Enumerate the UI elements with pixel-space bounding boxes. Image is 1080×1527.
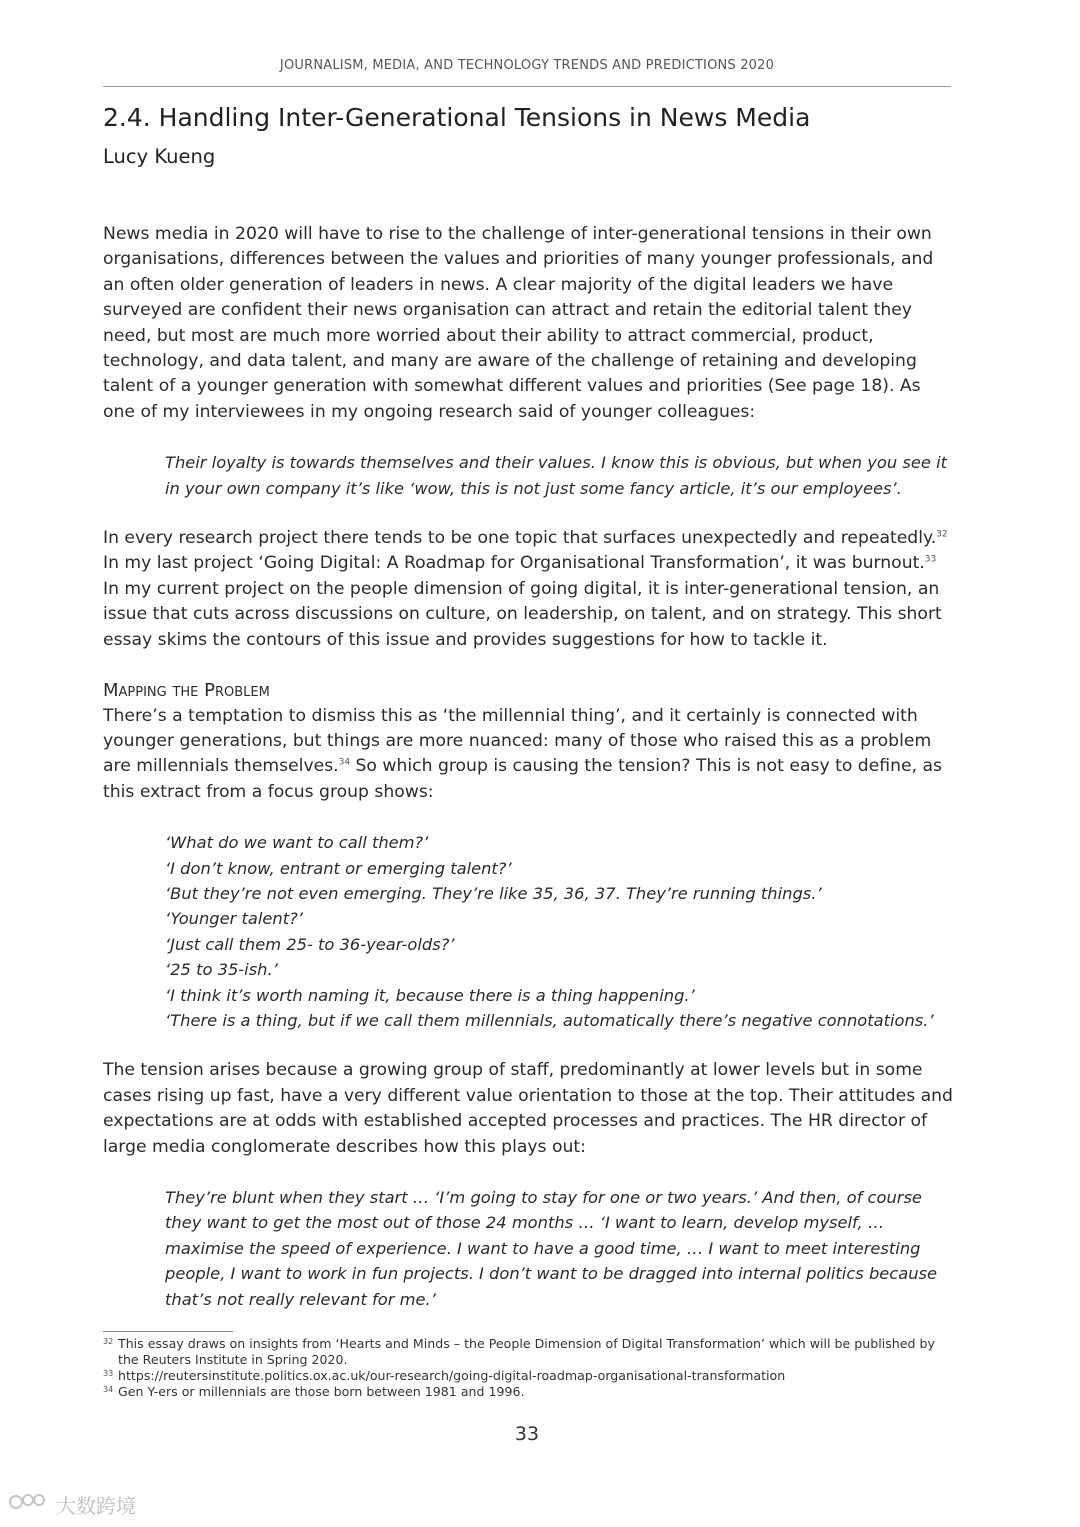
paragraph-mapping	[103, 704, 953, 806]
footnote-text: Gen Y-ers or millennials are those born between 1981 and 1996.	[118, 1384, 525, 1399]
paragraph-tension: The tension arises because a growing group of staff, predominantly at lower levels but in some cases rising up fast, have a very different value orientation to those at the top. Their attitudes and expectations are at odds with established accepted processes and practices. The HR director of large media conglomerate describes how this plays out:	[103, 1060, 953, 1157]
footnote-ref[interactable]: 34	[338, 757, 351, 768]
focus-group-line: ‘What do we want to call them?’	[165, 833, 429, 853]
focus-group-line: ‘25 to 35-ish.’	[165, 960, 278, 980]
watermark-logo-icon	[8, 1491, 56, 1518]
blockquote-hr-director: They’re blunt when they start … ‘I’m going to stay for one or two years.’ And then, of course they want to get the most out of those 24 months … ‘I want to learn, develop myself, … maximise the speed of experience. I want to have a good time, … I want to meet interesting people, I want to work in fun projects. I don’t want to be dragged into internal politics because that’s not really relevant for me.’	[165, 1188, 938, 1309]
focus-group-line: ‘There is a thing, but if we call them millennials, automatically there’s negative connotations.’	[165, 1010, 934, 1030]
article-body	[103, 222, 953, 1337]
article-title: 2.4. Handling Inter-Generational Tensions in News Media	[103, 103, 811, 132]
footnote-ref[interactable]: 32	[936, 529, 948, 540]
header-divider	[103, 86, 951, 87]
watermark-text: 大数跨境	[56, 1494, 136, 1518]
blockquote-interviewee: Their loyalty is towards themselves and their values. I know this is obvious, but when you see it in your own company it’s like ‘wow, this is not just some fancy article, it’s our employees’.	[165, 453, 947, 498]
paragraph-text: In my last project ‘Going Digital: A Roadmap for Organisational Transformation’, it was burnout.	[103, 553, 925, 574]
running-header: JOURNALISM, MEDIA, AND TECHNOLOGY TRENDS AND PREDICTIONS 2020	[279, 58, 775, 73]
focus-group-line: ‘I think it’s worth naming it, because there is a thing happening.’	[165, 985, 695, 1005]
focus-group-extract	[165, 830, 953, 1033]
footnote	[103, 1368, 953, 1384]
paragraph-text: In every research project there tends to be one topic that surfaces unexpectedly and repeatedly.	[103, 528, 937, 549]
footnote-number: 34	[103, 1385, 114, 1394]
paragraph-text: There’s a temptation to dismiss this as ‘the millennial thing’, and it certainly is connected with younger generations, but things are more nuanced: many of those who raised this as a problem are millennials themselves.	[103, 705, 932, 777]
section-heading: Mapping the Problem	[103, 680, 270, 702]
paragraph-research-topic	[103, 526, 953, 653]
page-number: 33	[514, 1423, 540, 1445]
author-name: Lucy Kueng	[103, 145, 216, 168]
footnote-divider	[103, 1331, 233, 1332]
focus-group-line: ‘Younger talent?’	[165, 909, 303, 929]
footnote-text: This essay draws on insights from ‘Hearts and Minds – the People Dimension of Digital Transformation’ which will be published by the Reuters Institute in Spring 2020.	[118, 1336, 935, 1367]
footnote-number: 32	[103, 1337, 114, 1346]
footnote	[103, 1336, 953, 1368]
focus-group-line: ‘Just call them 25- to 36-year-olds?’	[165, 934, 455, 954]
paragraph-intro: News media in 2020 will have to rise to the challenge of inter-generational tensions in their own organisations, differences between the values and priorities of many younger professionals, and an often older generation of leaders in news. A clear majority of the digital leaders we have surveyed are confident their news organisation can attract and retain the editorial talent they need, but most are much more worried about their ability to attract commercial, product, technology, and data talent, and many are aware of the challenge of retaining and developing talent of a younger generation with somewhat different values and priorities (See page 18). As one of my interviewees in my ongoing research said of younger colleagues:	[103, 224, 934, 422]
focus-group-line: ‘I don’t know, entrant or emerging talent?’	[165, 858, 512, 878]
paragraph-text: In my current project on the people dimension of going digital, it is inter-generational tension, an issue that cuts across discussions on culture, on leadership, on talent, and on strategy. This short essay skims the contours of this issue and provides suggestions for how to tackle it.	[103, 578, 942, 650]
footnotes	[103, 1336, 953, 1400]
footnote-ref[interactable]: 33	[924, 554, 937, 565]
footnote-link[interactable]: https://reutersinstitute.politics.ox.ac.uk/our-research/going-digital-roadmap-organisational-transformation	[118, 1368, 786, 1383]
watermark	[8, 1490, 136, 1519]
focus-group-line: ‘But they’re not even emerging. They’re like 35, 36, 37. They’re running things.’	[165, 883, 822, 903]
footnote	[103, 1384, 953, 1400]
paragraph-text: So which group is causing the tension? This is not easy to define, as this extract from a focus group shows:	[103, 756, 942, 802]
footnote-number: 33	[103, 1369, 114, 1378]
